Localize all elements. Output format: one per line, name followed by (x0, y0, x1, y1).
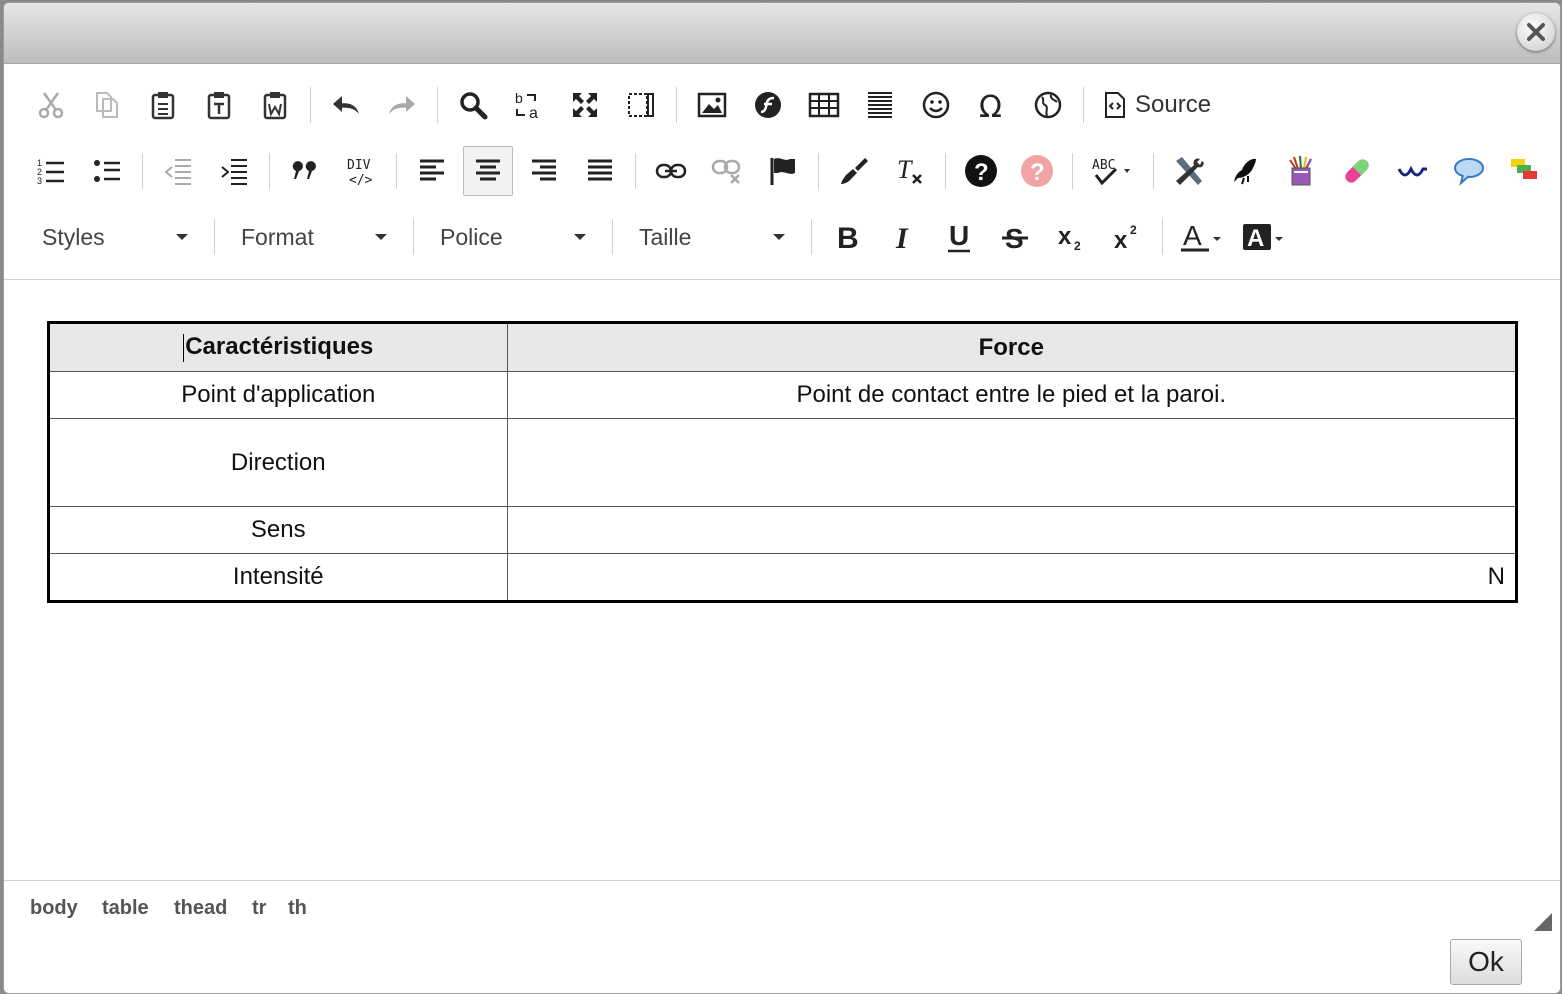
toolbar-row-3 (26, 212, 1297, 262)
header-force: Force (978, 333, 1044, 361)
source-label: Source (1135, 91, 1212, 118)
close-icon (1526, 22, 1546, 42)
element-path-bar (4, 880, 1560, 938)
indent-icon (219, 157, 249, 185)
toolbar-row-2 (26, 146, 1556, 196)
smiley-button[interactable] (911, 80, 961, 130)
anchor-button[interactable] (758, 146, 808, 196)
bold-icon (834, 222, 860, 252)
outdent-icon (163, 157, 193, 185)
quote-icon (290, 157, 320, 185)
svg-text:DIV: DIV (347, 158, 371, 173)
toolbar-row-1 (26, 80, 1226, 130)
text-color-icon (1179, 221, 1223, 253)
clipboard-icon (148, 90, 178, 120)
iframe-button[interactable] (1023, 80, 1073, 130)
source-button[interactable] (1094, 80, 1220, 130)
svg-text:2: 2 (37, 167, 43, 177)
italic-icon (890, 222, 916, 252)
table-cell[interactable]: Point d'application (49, 372, 508, 419)
spellcheck-button[interactable] (1083, 146, 1143, 196)
numbered-list-button[interactable] (26, 146, 76, 196)
omega-icon (977, 90, 1007, 120)
superscript-icon (1112, 222, 1142, 252)
translate-button[interactable] (1500, 146, 1550, 196)
speech-bubble-icon (1453, 156, 1485, 186)
flag-icon (768, 156, 798, 186)
find-button[interactable] (448, 80, 498, 130)
numbered-list-icon (36, 157, 66, 185)
chevron-down-icon (574, 234, 586, 240)
chevron-down-icon (375, 234, 387, 240)
horizontal-rule-icon (865, 90, 895, 120)
toolbar-separator (811, 219, 812, 255)
toolbar-separator (1083, 87, 1084, 123)
editor-dialog (3, 2, 1561, 994)
path-thead[interactable]: thead (174, 897, 228, 919)
subscript-button[interactable] (1046, 212, 1096, 262)
undo-icon (330, 90, 362, 120)
indent-button[interactable] (209, 146, 259, 196)
font-dropdown[interactable] (424, 215, 598, 259)
link-button[interactable] (646, 146, 696, 196)
flash-icon (753, 90, 783, 120)
svg-text:A: A (1183, 221, 1202, 251)
replace-icon (513, 89, 545, 121)
table-header-cell[interactable] (507, 323, 1516, 372)
svg-text:x: x (1114, 227, 1128, 252)
image-icon (697, 91, 727, 119)
table-row (49, 507, 1517, 554)
unlink-button[interactable] (702, 146, 752, 196)
path-th[interactable]: th (288, 897, 307, 919)
table-header-cell[interactable] (49, 323, 508, 372)
strikethrough-icon (1001, 222, 1029, 252)
table-header-row (49, 323, 1517, 372)
justify-icon (586, 158, 614, 184)
toolbar-separator (635, 153, 636, 189)
comment-button[interactable] (1444, 146, 1494, 196)
pill-icon (1341, 155, 1373, 187)
copy-icon (92, 90, 122, 120)
redo-icon (386, 90, 418, 120)
size-dropdown[interactable] (623, 215, 797, 259)
bird-icon (1230, 156, 1260, 186)
horizontal-rule-button[interactable] (855, 80, 905, 130)
strikethrough-button[interactable] (990, 212, 1040, 262)
table-button[interactable] (799, 80, 849, 130)
toolbar-separator (1153, 153, 1154, 189)
path-body[interactable]: body (30, 897, 78, 919)
styles-label: Styles (42, 223, 105, 250)
tools-button[interactable] (1164, 146, 1214, 196)
table-cell[interactable] (507, 419, 1516, 507)
table-row (49, 372, 1517, 419)
chevron-down-icon (176, 234, 188, 240)
toolbar-separator (1072, 153, 1073, 189)
pencil-cup-icon (1286, 155, 1316, 187)
copy-button[interactable] (82, 80, 132, 130)
tools-icon (1172, 155, 1206, 187)
align-center-icon (474, 158, 502, 184)
search-icon (458, 90, 488, 120)
color-pencils-button[interactable] (1276, 146, 1326, 196)
svg-text:3: 3 (37, 176, 43, 185)
svg-text:2: 2 (1074, 239, 1081, 252)
blocks-icon (626, 90, 656, 120)
editor-toolbar (4, 64, 1560, 280)
toolbar-separator (945, 153, 946, 189)
svg-text:U: U (949, 221, 970, 251)
toolbar-separator (612, 219, 613, 255)
tags-icon (1509, 157, 1541, 185)
remove-format-button[interactable] (885, 146, 935, 196)
svg-text:</>: </> (349, 173, 373, 187)
font-label: Police (440, 223, 503, 250)
toolbar-separator (396, 153, 397, 189)
toolbar-separator (269, 153, 270, 189)
align-right-icon (530, 158, 558, 184)
subscript-icon (1056, 222, 1086, 252)
ok-button[interactable]: Ok (1450, 939, 1522, 985)
bullet-list-icon (92, 157, 122, 185)
dialog-titlebar[interactable] (4, 3, 1560, 64)
wave-button[interactable] (1388, 146, 1438, 196)
svg-text:?: ? (974, 159, 989, 186)
table-cell[interactable]: N (507, 554, 1516, 602)
styles-dropdown[interactable] (26, 215, 200, 259)
copy-format-button[interactable] (829, 146, 879, 196)
path-tr[interactable]: tr (252, 897, 267, 919)
format-dropdown[interactable] (225, 215, 399, 259)
characteristics-table[interactable] (47, 321, 1518, 603)
source-icon (1103, 91, 1127, 119)
underline-button[interactable] (934, 212, 984, 262)
chevron-down-icon (773, 234, 785, 240)
svg-text:x: x (1058, 223, 1072, 250)
cut-button[interactable] (26, 80, 76, 130)
bullet-list-button[interactable] (82, 146, 132, 196)
svg-text:?: ? (1030, 159, 1045, 186)
justify-button[interactable] (575, 146, 625, 196)
svg-text:B: B (837, 222, 859, 252)
align-left-button[interactable] (407, 146, 457, 196)
table-row (49, 554, 1517, 602)
path-table[interactable]: table (102, 897, 149, 919)
svg-text:S: S (1005, 223, 1024, 252)
flash-button[interactable] (743, 80, 793, 130)
link-icon (655, 159, 687, 183)
div-icon (345, 155, 377, 187)
svg-text:T: T (897, 156, 912, 184)
table-cell[interactable]: Direction (49, 419, 508, 507)
svg-text:ABC: ABC (1092, 158, 1116, 173)
italic-button[interactable] (878, 212, 928, 262)
help-button[interactable] (1012, 146, 1062, 196)
redo-button[interactable] (377, 80, 427, 130)
clipboard-text-icon (204, 90, 234, 120)
clipboard-word-icon (260, 90, 290, 120)
format-label: Format (241, 223, 314, 250)
image-button[interactable] (687, 80, 737, 130)
editor-content[interactable] (4, 280, 1560, 880)
paste-button[interactable] (138, 80, 188, 130)
text-color-button[interactable] (1173, 212, 1229, 262)
wave-icon (1397, 161, 1429, 181)
svg-text:1: 1 (37, 158, 43, 168)
dialog-footer (4, 937, 1560, 993)
toolbar-separator (1162, 219, 1163, 255)
table-cell[interactable]: Sens (49, 507, 508, 554)
remove-format-icon (895, 156, 925, 186)
align-left-icon (418, 158, 446, 184)
table-cell[interactable]: Intensité (49, 554, 508, 602)
outdent-button[interactable] (153, 146, 203, 196)
toolbar-separator (676, 87, 677, 123)
close-button[interactable] (1517, 13, 1555, 51)
table-icon (808, 91, 840, 119)
align-right-button[interactable] (519, 146, 569, 196)
svg-text:a: a (529, 105, 538, 121)
toolbar-separator (818, 153, 819, 189)
toolbar-separator (437, 87, 438, 123)
bold-button[interactable] (822, 212, 872, 262)
svg-text:A: A (1247, 225, 1265, 252)
undo-button[interactable] (321, 80, 371, 130)
size-label: Taille (639, 223, 692, 250)
help-icon (964, 154, 998, 188)
table-cell[interactable] (507, 507, 1516, 554)
toolbar-separator (214, 219, 215, 255)
unlink-icon (711, 157, 743, 185)
background-color-button[interactable] (1235, 212, 1291, 262)
scissors-icon (36, 90, 66, 120)
toolbar-separator (142, 153, 143, 189)
underline-icon (946, 221, 972, 253)
background-color-icon (1241, 221, 1285, 253)
smiley-icon (921, 90, 951, 120)
about-button[interactable] (956, 146, 1006, 196)
spellcheck-icon (1090, 155, 1136, 187)
highlighter-button[interactable] (1332, 146, 1382, 196)
maximize-button[interactable] (560, 80, 610, 130)
svg-text:b: b (515, 90, 523, 106)
create-div-button[interactable] (336, 146, 386, 196)
paintbrush-icon (839, 156, 869, 186)
svg-text:Ω: Ω (979, 90, 1002, 120)
blockquote-button[interactable] (280, 146, 330, 196)
table-cell[interactable]: Point de contact entre le pied et la paroi. (507, 372, 1516, 419)
toolbar-separator (413, 219, 414, 255)
show-blocks-button[interactable] (616, 80, 666, 130)
special-char-button[interactable] (967, 80, 1017, 130)
fullscreen-icon (570, 90, 600, 120)
table-row (49, 419, 1517, 507)
paste-text-button[interactable] (194, 80, 244, 130)
toolbar-separator (310, 87, 311, 123)
svg-text:2: 2 (1130, 223, 1137, 237)
replace-button[interactable] (504, 80, 554, 130)
help-pink-icon (1020, 154, 1054, 188)
globe-icon (1033, 90, 1063, 120)
resize-handle[interactable] (1534, 913, 1552, 931)
align-center-button[interactable] (463, 146, 513, 196)
bird-button[interactable] (1220, 146, 1270, 196)
header-caracteristiques: Caractéristiques (185, 333, 374, 361)
svg-text:I: I (896, 222, 908, 252)
superscript-button[interactable] (1102, 212, 1152, 262)
paste-word-button[interactable] (250, 80, 300, 130)
